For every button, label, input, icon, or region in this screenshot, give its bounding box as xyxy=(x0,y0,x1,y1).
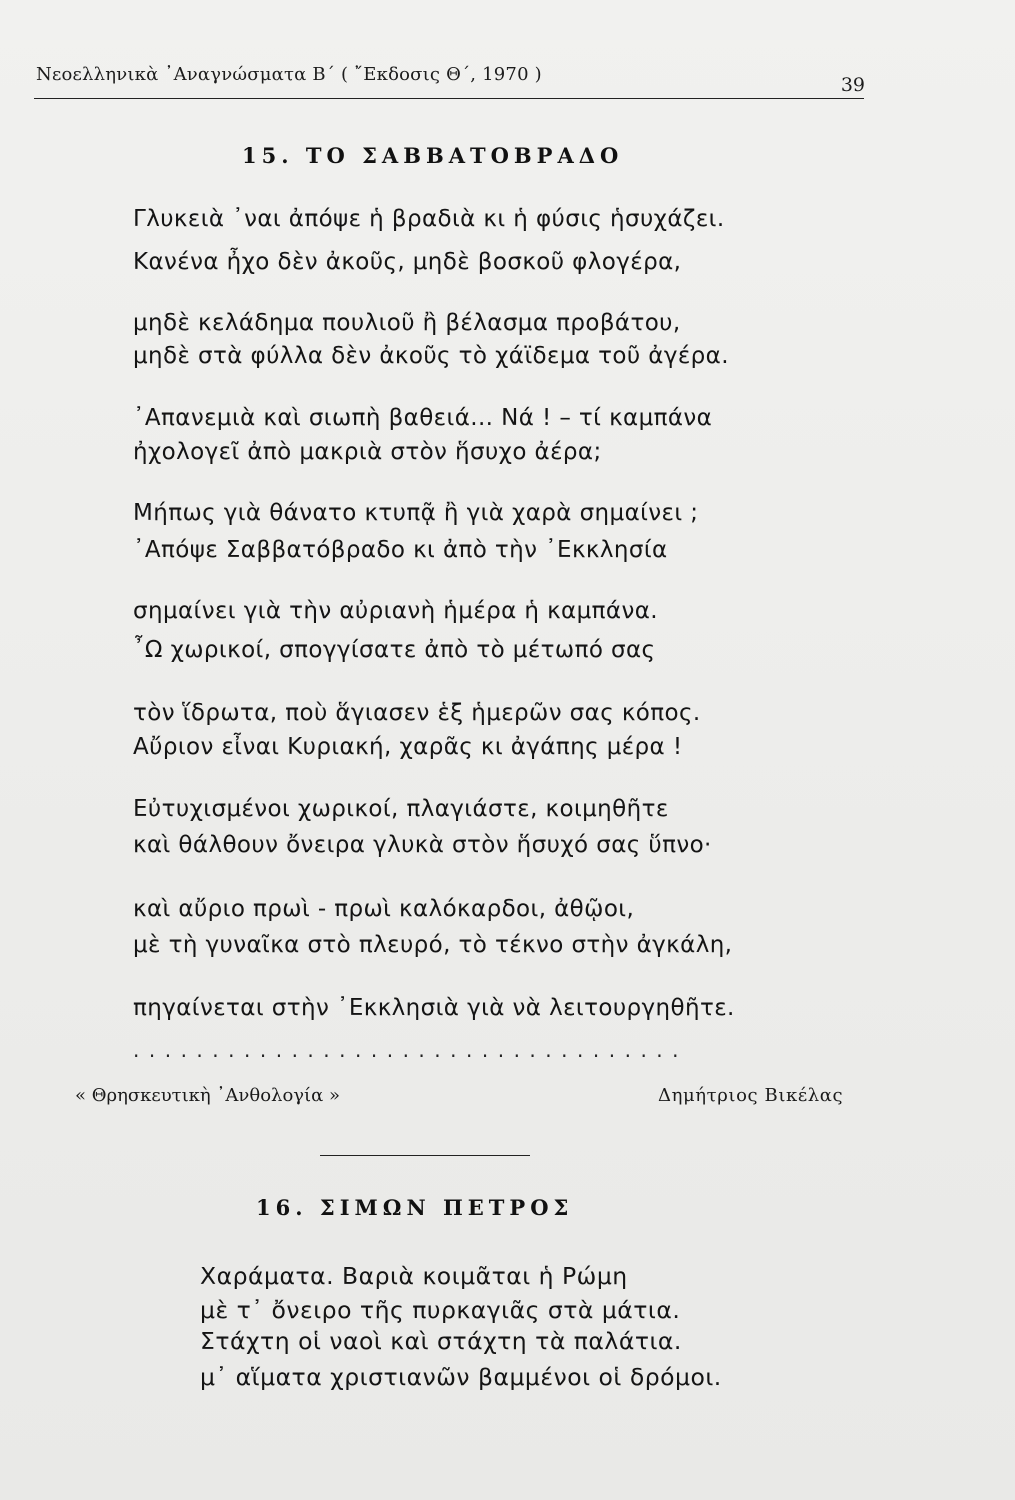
poem-line: Μήπως γιὰ θάνατο κτυπᾷ ἢ γιὰ χαρὰ σημαίνει ; xyxy=(133,500,699,526)
poem-line: ῏Ω χωρικοί, σπογγίσατε ἀπὸ τὸ μέτωπό σας xyxy=(133,637,656,663)
poem-line: Γλυκειὰ ᾿ναι ἀπόψε ἡ βραδιὰ κι ἡ φύσις ἡσυχάζει. xyxy=(133,206,725,232)
poem-line: μὲ τὴ γυναῖκα στὸ πλευρό, τὸ τέκνο στὴν ἀγκάλη, xyxy=(133,932,733,958)
poem-line: μὲ τ᾿ ὄνειρο τῆς πυρκαγιᾶς στὰ μάτια. xyxy=(200,1296,681,1324)
source-citation: « Θρησκευτικὴ ᾿Ανθολογία » xyxy=(75,1085,340,1106)
poem-line: καὶ θάλθουν ὄνειρα γλυκὰ στὸν ἥσυχό σας ὕπνο· xyxy=(133,832,712,858)
poem-line: Αὔριον εἶναι Κυριακή, χαρᾶς κι ἀγάπης μέρα ! xyxy=(133,734,683,760)
poem-title: 16. ΣΙΜΩΝ ΠΕΤΡΟΣ xyxy=(256,1195,574,1220)
author-name: Δημήτριος Βικέλας xyxy=(658,1085,844,1106)
poem-line: σημαίνει γιὰ τὴν αὐριανὴ ἡμέρα ἡ καμπάνα. xyxy=(133,598,658,624)
section-divider xyxy=(320,1155,530,1156)
running-head: Νεοελληνικὰ ᾿Αναγνώσματα Β΄ ( ῎Εκδοσις Θ΄, 1970 ) xyxy=(36,64,542,85)
poem-line: ᾿Απανεμιὰ καὶ σιωπὴ βαθειά... Νά ! – τί καμπάνα xyxy=(133,405,713,431)
poem-line: μηδὲ στὰ φύλλα δὲν ἀκοῦς τὸ χάϊδεμα τοῦ ἀγέρα. xyxy=(133,343,729,369)
poem-line: πηγαίνεται στὴν ᾿Εκκλησιὰ γιὰ νὰ λειτουργηθῆτε. xyxy=(133,995,735,1021)
poem-line: τὸν ἵδρωτα, ποὺ ἅγιασεν ἑξ ἡμερῶν σας κόπος. xyxy=(133,700,701,726)
ellipsis-dots: ................................... xyxy=(133,1038,689,1062)
poem-line: Στάχτη οἱ ναοὶ καὶ στάχτη τὰ παλάτια. xyxy=(200,1327,682,1355)
page-number: 39 xyxy=(840,74,865,96)
poem-line: Χαράματα. Βαριὰ κοιμᾶται ἡ Ρώμη xyxy=(200,1262,628,1290)
header-rule xyxy=(34,98,864,99)
poem-line: Κανένα ἦχο δὲν ἀκοῦς, μηδὲ βοσκοῦ φλογέρα, xyxy=(133,249,682,275)
poem-line: ἠχολογεῖ ἀπὸ μακριὰ στὸν ἥσυχο ἀέρα; xyxy=(133,439,602,465)
poem-title: 15. ΤΟ ΣΑΒΒΑΤΟΒΡΑΔΟ xyxy=(242,143,624,168)
poem-line: καὶ αὔριο πρωὶ - πρωὶ καλόκαρδοι, ἀθῷοι, xyxy=(133,896,635,922)
poem-line: ᾿Απόψε Σαββατόβραδο κι ἀπὸ τὴν ᾿Εκκλησία xyxy=(133,537,668,563)
poem-line: Εὐτυχισμένοι χωρικοί, πλαγιάστε, κοιμηθῆτε xyxy=(133,796,669,822)
poem-line: μηδὲ κελάδημα πουλιοῦ ἢ βέλασμα προβάτου, xyxy=(133,310,681,336)
poem-line: μ᾿ αἵματα χριστιανῶν βαμμένοι οἱ δρόμοι. xyxy=(200,1363,722,1391)
